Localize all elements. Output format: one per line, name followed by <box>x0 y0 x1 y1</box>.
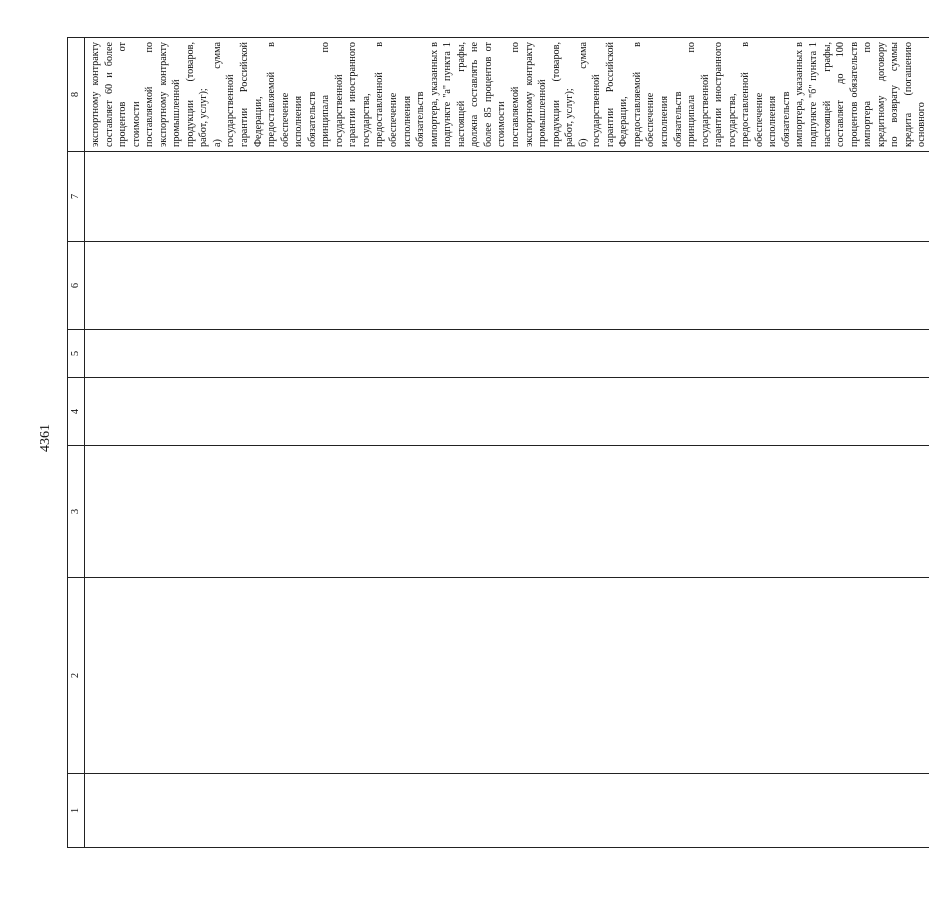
rotated-table-container <box>67 38 928 848</box>
column-number-4: 4 <box>68 378 85 446</box>
paragraph-b: б) сумма государственной гарантии Российской Федерации, предоставляемой в обеспечение исполнения обязательств принципала по государственной гарантии иностранного государства, предоставленной в обеспечение исполнения обязательств импортера, указанных в подпункте "б" пункта 1 настоящей графы, составляет до 100 процентов обязательств импортера по кредитному договору по возврату суммы кредита (погашению основного <box>577 42 928 147</box>
cell-col-2 <box>85 578 929 774</box>
cell-col-1 <box>85 774 929 848</box>
paragraph-continuation: экспортному контракту составляет 60 и более процентов от стоимости поставляемой по экспортному контракту промышленной продукции (товаров, работ, услуг); <box>90 42 210 147</box>
paragraph-a: а) сумма государственной гарантии Российской Федерации, предоставляемой в обеспечение исполнения обязательств принципала по государственной гарантии иностранного государства, предоставленной в обеспечение исполнения обязательств импортера, указанных в подпункте "а" пункта 1 настоящей графы, должна составлять не более 85 процентов от стоимости поставляемой по экспортному контракту промышленной продукции (товаров, работ, услуг); <box>211 42 576 147</box>
column-number-2: 2 <box>68 578 85 774</box>
cell-col-3 <box>85 446 929 578</box>
table-header-row <box>68 38 85 848</box>
column-number-6: 6 <box>68 242 85 330</box>
page-number: 4361 <box>38 424 53 452</box>
column-number-8: 8 <box>68 38 85 152</box>
cell-col-7 <box>85 152 929 242</box>
column-number-7: 7 <box>68 152 85 242</box>
table-body-row <box>85 38 929 848</box>
cell-col-8-text <box>85 38 929 152</box>
cell-col-4 <box>85 378 929 446</box>
column-number-5: 5 <box>68 330 85 378</box>
column-number-1: 1 <box>68 774 85 848</box>
cell-col-5 <box>85 330 929 378</box>
data-table <box>67 37 929 848</box>
column-number-3: 3 <box>68 446 85 578</box>
cell-col-6 <box>85 242 929 330</box>
